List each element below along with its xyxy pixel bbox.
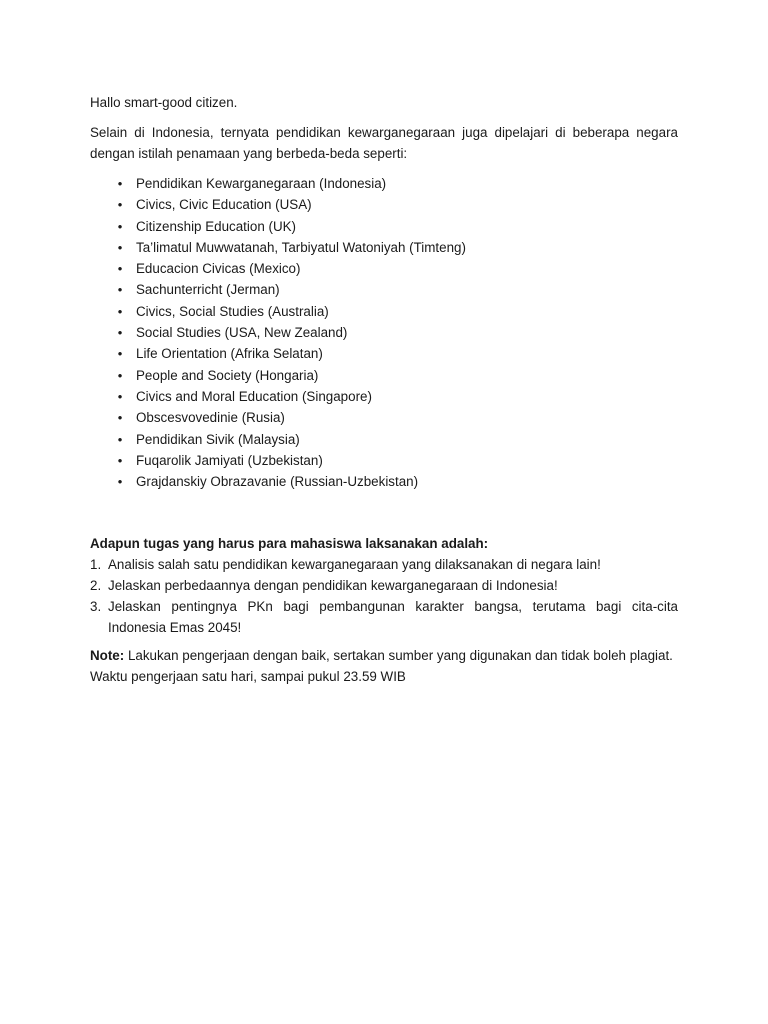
task-item	[90, 554, 678, 575]
term-text: Civics, Civic Education (USA)	[136, 197, 312, 213]
document-body	[90, 92, 678, 687]
term-list-item	[90, 450, 678, 471]
term-text: Social Studies (USA, New Zealand)	[136, 325, 348, 341]
bullet-icon: •	[117, 176, 123, 191]
bullet-icon: •	[117, 431, 123, 447]
term-text: Civics and Moral Education (Singapore)	[136, 388, 372, 404]
intro-paragraph: Selain di Indonesia, ternyata pendidikan kewarganegaraan juga dipelajari di beberapa negara dengan istilah penamaan yang berbeda-beda seperti:	[90, 125, 678, 161]
term-list-item	[90, 471, 678, 492]
bullet-icon: •	[117, 325, 123, 341]
task-number: 1.	[90, 557, 102, 573]
term-list-item	[90, 407, 678, 428]
term-text: Pendidikan Kewarganegaraan (Indonesia)	[136, 176, 387, 191]
term-text: Life Orientation (Afrika Selatan)	[136, 346, 323, 362]
task-number: 3.	[90, 599, 102, 615]
task-item	[90, 575, 678, 596]
term-list-item	[90, 365, 678, 386]
term-list-item	[90, 173, 678, 194]
term-list-item	[90, 322, 678, 343]
task-list	[90, 554, 678, 638]
term-list	[90, 173, 678, 492]
note-label: Note:	[90, 648, 125, 664]
term-text: Sachunterricht (Jerman)	[136, 282, 280, 298]
term-text: Educacion Civicas (Mexico)	[136, 261, 301, 277]
term-list-item	[90, 194, 678, 215]
term-list-item	[90, 279, 678, 300]
term-list-item	[90, 216, 678, 237]
term-text: Grajdanskiy Obrazavanie (Russian-Uzbekistan)	[136, 474, 419, 490]
bullet-icon: •	[117, 303, 123, 319]
term-list-item	[90, 429, 678, 450]
task-text: Jelaskan pentingnya PKn bagi pembangunan karakter bangsa, terutama bagi cita-cita Indonesia Emas 2045!	[108, 599, 678, 636]
bullet-icon: •	[117, 218, 123, 234]
task-text: Jelaskan perbedaannya dengan pendidikan kewarganegaraan di Indonesia!	[108, 578, 558, 594]
term-text: People and Society (Hongaria)	[136, 367, 319, 383]
term-text: Citizenship Education (UK)	[136, 218, 297, 234]
term-text: Obscesvovedinie (Rusia)	[136, 410, 285, 426]
tasks-heading: Adapun tugas yang harus para mahasiswa laksanakan adalah:	[90, 536, 489, 552]
note-paragraph	[90, 645, 678, 687]
task-text: Analisis salah satu pendidikan kewarganegaraan yang dilaksanakan di negara lain!	[108, 557, 601, 573]
term-list-item	[90, 386, 678, 407]
note-text: Lakukan pengerjaan dengan baik, sertakan sumber yang digunakan dan tidak boleh plagiat. Waktu pengerjaan satu hari, sampai pukul 23.59 WIB	[90, 648, 673, 685]
bullet-icon: •	[117, 474, 123, 490]
term-text: Pendidikan Sivik (Malaysia)	[136, 431, 300, 447]
term-text: Civics, Social Studies (Australia)	[136, 303, 329, 319]
term-list-item	[90, 343, 678, 364]
term-list-item	[90, 237, 678, 258]
bullet-icon: •	[117, 367, 123, 383]
bullet-icon: •	[117, 410, 123, 426]
greeting-text: Hallo smart-good citizen.	[90, 95, 238, 110]
bullet-icon: •	[117, 261, 123, 277]
bullet-icon: •	[117, 239, 123, 255]
bullet-icon: •	[117, 452, 123, 468]
term-list-item	[90, 301, 678, 322]
bullet-icon: •	[117, 197, 123, 213]
task-item	[90, 596, 678, 638]
bullet-icon: •	[117, 388, 123, 404]
task-number: 2.	[90, 578, 102, 594]
bullet-icon: •	[117, 282, 123, 298]
term-list-item	[90, 258, 678, 279]
term-text: Ta’limatul Muwwatanah, Tarbiyatul Watoniyah (Timteng)	[136, 239, 466, 255]
bullet-icon: •	[117, 346, 123, 362]
term-text: Fuqarolik Jamiyati (Uzbekistan)	[136, 452, 323, 468]
